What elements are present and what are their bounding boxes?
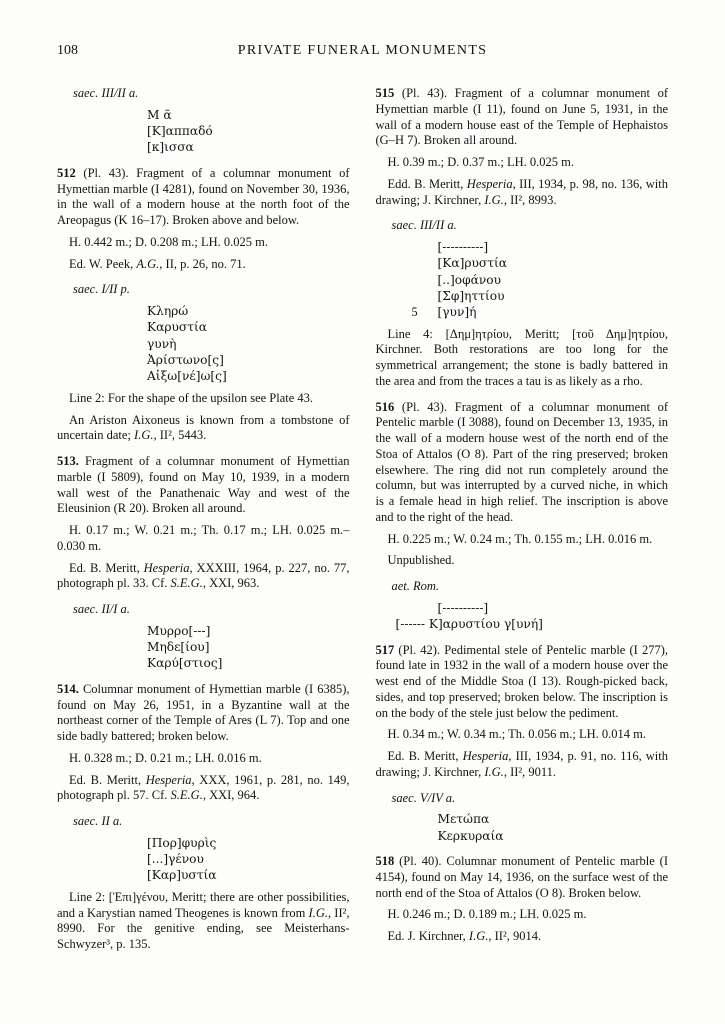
entry-heading — [376, 854, 669, 901]
right-column — [376, 86, 669, 953]
entry-date: saec. I/II p. — [73, 282, 130, 297]
greek-line: Κληρώ — [147, 304, 189, 319]
entry-measurements: H. 0.17 m.; W. 0.21 m.; Th. 0.17 m.; LH. 0.025 m.–0.030 m. — [57, 523, 350, 553]
left-column — [57, 86, 350, 953]
greek-line: [Πορ]φυρὶς — [147, 835, 217, 850]
page-title: PRIVATE FUNERAL MONUMENTS — [237, 43, 488, 58]
entry-measurements: H. 0.246 m.; D. 0.189 m.; LH. 0.025 m. — [387, 907, 587, 922]
entry-description: Fragment of a columnar monument of Hymettian marble (I 5809), found on May 10, 1939, in a modern wall west of the Panathenaic Way and west of the Eleusinion (R 20). Broken all around. — [57, 454, 350, 516]
greek-line: [Κα]ρυστία — [437, 256, 507, 271]
greek-line — [411, 304, 669, 320]
entry-heading — [57, 454, 350, 517]
greek-inscription — [147, 107, 350, 156]
greek-line: Καρυστία — [147, 320, 207, 335]
entry-number: 513. — [57, 454, 79, 468]
greek-line: Κερκυραία — [437, 828, 504, 843]
greek-line: [------ Κ]αρυστίου γ[υνή] — [395, 617, 543, 632]
entry-heading — [376, 86, 669, 149]
inscription-line-number: 5 — [411, 305, 418, 320]
entry-516 — [376, 400, 669, 633]
entry-note: Line 4: [Δημ]ητρίου, Meritt; [τοῦ Δημ]ητρίου, Kirchner. Both restorations are too long for the symmetrical arrangement; the stone is badly battered in the area and from the traces a tau is as likely as a rho. — [375, 326, 668, 388]
entry-518 — [376, 854, 669, 945]
page-number: 108 — [57, 43, 78, 58]
greek-text: [γυν]ή — [437, 305, 477, 320]
greek-line: [κ]ισσα — [147, 140, 194, 155]
greek-line: Ἀρίστωνο[ς] — [147, 353, 224, 368]
entry-edition: Ed. B. Meritt, Hesperia, III, 1934, p. 91, no. 116, with drawing; J. Kirchner, I.G., II², 9011. — [375, 749, 669, 779]
entry-514 — [57, 682, 350, 953]
greek-line: [...]γένου — [147, 852, 204, 867]
entry-edition: Ed. B. Meritt, Hesperia, XXXIII, 1964, p. 227, no. 77, photograph pl. 33. Cf. S.E.G., XXI, 963. — [57, 560, 350, 591]
greek-line: [..]οφάνου — [437, 272, 502, 287]
greek-inscription — [411, 239, 669, 321]
entry-date: saec. II a. — [73, 814, 123, 829]
entry-measurements: H. 0.442 m.; D. 0.208 m.; LH. 0.025 m. — [69, 234, 268, 249]
entry-edition: Ed. J. Kirchner, I.G., II², 9014. — [387, 929, 542, 944]
greek-line: [Σφ]ηττίου — [437, 289, 505, 304]
entry-513 — [57, 454, 350, 672]
entry-number: 514. — [57, 681, 79, 696]
text-columns — [57, 86, 668, 953]
page-header — [57, 42, 668, 62]
entry-note: Line 2: [Ἐπι]γένου, Meritt; there are other possibilities, and a Karystian named Theogenes is known from I.G., II², 8990. For the genitive ending, see Meisterhans-Schwyzer³, p. 135. — [57, 889, 350, 952]
entry-measurements: H. 0.39 m.; D. 0.37 m.; LH. 0.025 m. — [387, 155, 574, 169]
entry-date: saec. III/II a. — [391, 218, 457, 233]
greek-line: [----------] — [437, 600, 489, 615]
greek-line: Μηδε[ίου] — [147, 640, 210, 655]
entry-measurements: H. 0.34 m.; W. 0.34 m.; Th. 0.056 m.; LH. 0.014 m. — [387, 727, 646, 742]
greek-line: [----------] — [437, 240, 489, 254]
greek-line: [Κ]αππαδό — [147, 124, 213, 139]
entry-note: An Ariston Aixoneus is known from a tombstone of uncertain date; I.G., II², 5443. — [57, 412, 350, 443]
entry-measurements: H. 0.225 m.; W. 0.24 m.; Th. 0.155 m.; LH. 0.016 m. — [387, 531, 653, 546]
entry-description: (Pl. 43). Fragment of a columnar monument of Hymettian marble (I 11), found on June 5, 1931, in the wall of a modern house east of the Temple of Hephaistos (G–H 7). Broken all around. — [375, 86, 668, 148]
greek-line: Μυρρο[---] — [147, 623, 211, 638]
entry-edition: Unpublished. — [387, 553, 455, 568]
greek-line: [Καρ]υστία — [147, 868, 217, 883]
entry-date: saec. II/I a. — [73, 602, 130, 616]
entry-date: saec. III/II a. — [73, 86, 139, 100]
entry-description: (Pl. 43). Fragment of a columnar monument of Hymettian marble (I 4281), found on November 30, 1936, in the wall of a modern house at the north foot of the Areopagus (K 16–17). Broken above and below. — [57, 165, 350, 228]
entry-description: (Pl. 42). Pedimental stele of Pentelic marble (I 277), found late in 1932 in the wall of a modern house over the west end of the Middle Stoa (I 13). Rough-picked back, sides, and top preserved; broken below. The inscription is on the body of the stele just below the pediment. — [375, 642, 668, 720]
entry-date: saec. V/IV a. — [391, 790, 456, 805]
entry-heading — [376, 400, 669, 526]
entry-note: Line 2: For the shape of the upsilon see Plate 43. — [69, 390, 314, 405]
greek-line: γυνὴ — [147, 336, 177, 351]
entry-512 — [57, 166, 350, 444]
entry-description: (Pl. 43). Fragment of a columnar monument of Pentelic marble (I 3088), found on December 13, 1935, in the wall of a modern house west of the north end of the Stoa of Attalos (O 8). Part of the ring preserved; broken elsewhere. The ring did not run completely around the column, but was interrupted by a curved niche, in which is a female head in high relief. The inscription is above and to the right of the head. — [375, 399, 668, 524]
entry-description: (Pl. 40). Columnar monument of Pentelic marble (I 4154), found on May 14, 1936, on the surface west of the north end of the Stoa of Attalos (O 8). Broken below. — [375, 854, 668, 900]
entry-number: 515 — [375, 86, 395, 100]
greek-line: Μ ᾶ — [147, 107, 172, 122]
greek-line: Μετώπα — [437, 812, 490, 827]
entry-511-continuation — [57, 86, 350, 156]
entry-edition: Ed. W. Peek, A.G., II, p. 26, no. 71. — [69, 256, 246, 271]
entry-heading — [376, 643, 669, 722]
greek-inscription — [147, 623, 350, 672]
greek-inscription — [396, 600, 669, 633]
entry-517 — [376, 643, 669, 844]
greek-line: Καρύ[στιος] — [147, 656, 223, 671]
greek-inscription — [438, 811, 669, 844]
entry-description: Columnar monument of Hymettian marble (I 6385), found on May 26, 1951, in a Byzantine wall at the northeast corner of the Temple of Ares (L 7). Top and one side badly battered; broken below. — [57, 681, 350, 744]
entry-number: 516 — [375, 399, 395, 414]
entry-number: 512 — [57, 165, 76, 180]
entry-edition: Edd. B. Meritt, Hesperia, III, 1934, p. 98, no. 136, with drawing; J. Kirchner, I.G., II², 8993. — [375, 176, 668, 207]
greek-line: Αἰξω[νέ]ω[ς] — [147, 369, 227, 384]
entry-heading — [57, 166, 350, 229]
entry-number: 518 — [375, 854, 395, 869]
entry-heading — [57, 682, 350, 745]
entry-edition: Ed. B. Meritt, Hesperia, XXX, 1961, p. 281, no. 149, photograph pl. 57. Cf. S.E.G., XXI, 964. — [57, 772, 350, 803]
greek-inscription — [147, 303, 350, 385]
greek-inscription — [147, 835, 350, 884]
entry-number: 517 — [375, 642, 395, 657]
entry-measurements: H. 0.328 m.; D. 0.21 m.; LH. 0.016 m. — [69, 750, 262, 765]
entry-515 — [376, 86, 669, 390]
entry-date: aet. Rom. — [391, 579, 440, 594]
